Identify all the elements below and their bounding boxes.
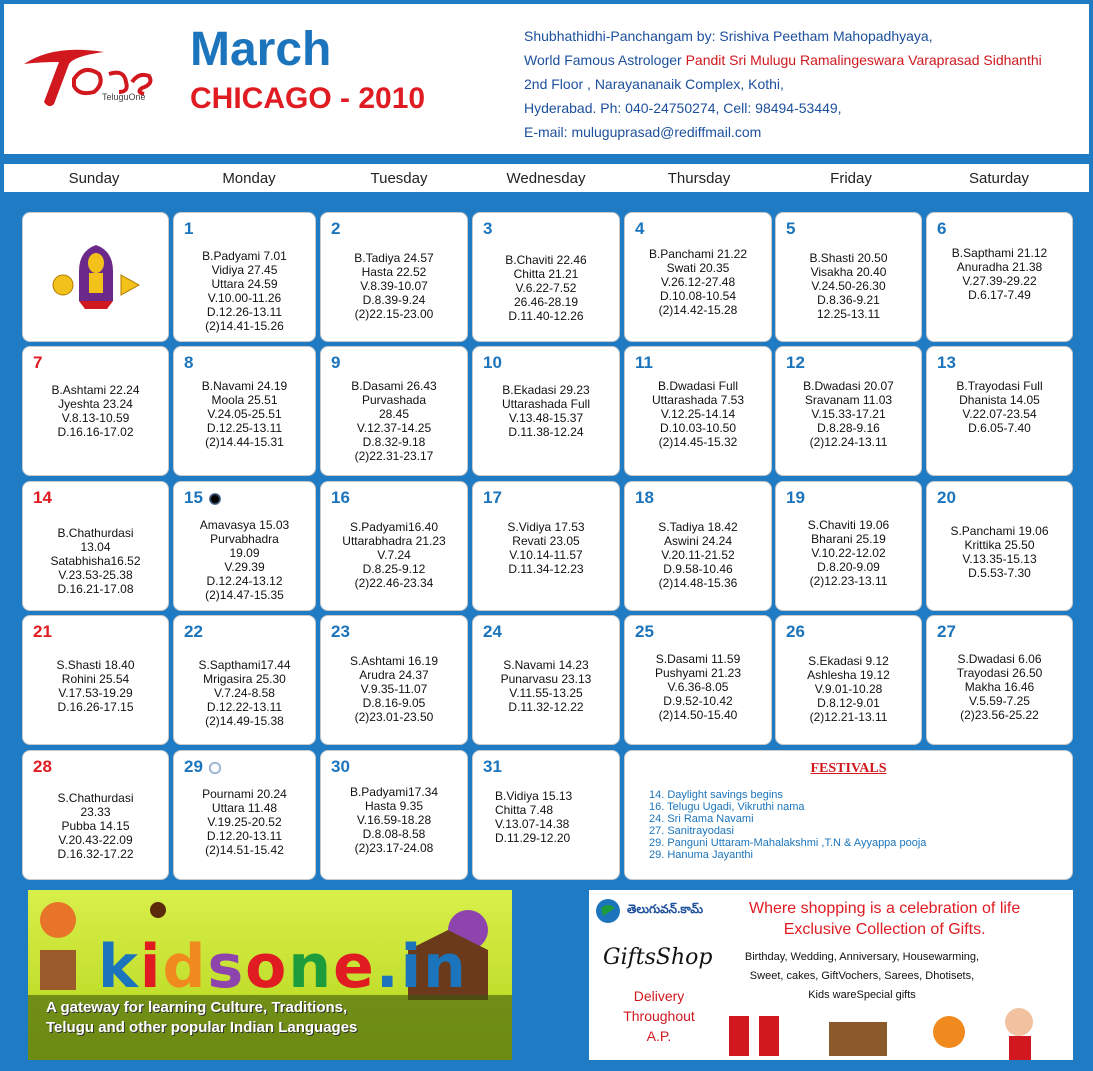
- day-number: 29: [184, 757, 221, 777]
- day-number: 6: [937, 219, 947, 238]
- day-panchangam: S.Shasti 18.40 Rohini 25.54 V.17.53-19.29 D.16.26-17.15: [56, 658, 135, 714]
- day-cell-4[interactable]: [624, 212, 772, 342]
- day-cell-17[interactable]: [472, 481, 620, 611]
- day-number: 11: [635, 353, 653, 372]
- day-cell-7[interactable]: [22, 346, 169, 476]
- day-panchangam: S.Padyami16.40 Uttarabhadra 21.23 V.7.24 D.8.25-9.12 (2)22.46-23.34: [342, 520, 446, 590]
- kidsone-tagline: A gateway for learning Culture, Traditions, Telugu and other popular Indian Languages: [46, 999, 358, 1036]
- delivery-text: Delivery Throughout A.P.: [623, 988, 695, 1044]
- festival-item: 29. Hanuma Jayanthi: [649, 849, 753, 861]
- day-number: 15: [184, 488, 221, 508]
- day-cell-21[interactable]: [22, 615, 169, 745]
- day-cell-19[interactable]: [775, 481, 922, 611]
- day-cell-28[interactable]: [22, 750, 169, 880]
- venkateswara-icon: [49, 241, 144, 311]
- day-panchangam: S.Chaviti 19.06 Bharani 25.19 V.10.22-12.02 D.8.20-9.09 (2)12.23-13.11: [807, 518, 890, 588]
- day-panchangam: B.Padyami 7.01 Vidiya 27.45 Uttara 24.59 V.10.00-11.26 D.12.26-13.11 (2)14.41-15.26: [202, 249, 287, 333]
- festival-item: 16. Telugu Ugadi, Vikruthi nama: [649, 801, 805, 813]
- day-cell-10[interactable]: [472, 346, 620, 476]
- day-cell-25[interactable]: [624, 615, 772, 745]
- day-number: 7: [33, 353, 43, 372]
- day-panchangam: S.Chathurdasi 23.33 Pubba 14.15 V.20.43-22.09 D.16.32-17.22: [57, 791, 134, 861]
- day-panchangam: B.Shasti 20.50 Visakha 20.40 V.24.50-26.30 D.8.36-9.21 12.25-13.11: [809, 251, 888, 321]
- info-line: Hyderabad. Ph: 040-24750274, Cell: 98494-53449,: [524, 100, 842, 116]
- day-panchangam: B.Ekadasi 29.23 Uttarashada Full V.13.48-15.37 D.11.38-12.24: [501, 383, 591, 439]
- day-panchangam: S.Vidiya 17.53 Revati 23.05 V.10.14-11.57 D.11.34-12.23: [507, 520, 585, 576]
- day-cell-31[interactable]: [472, 750, 620, 880]
- day-number: 18: [635, 488, 654, 507]
- day-number: 23: [331, 622, 350, 641]
- day-number: 17: [483, 488, 502, 507]
- day-cell-16[interactable]: [320, 481, 468, 611]
- festivals-list: [649, 789, 926, 861]
- day-panchangam: Pournami 20.24 Uttara 11.48 V.19.25-20.52 D.12.20-13.11 (2)14.51-15.42: [202, 787, 287, 857]
- deity-cell: [22, 212, 169, 342]
- day-panchangam: S.Ashtami 16.19 Arudra 24.37 V.9.35-11.07 D.8.16-9.05 (2)23.01-23.50: [349, 654, 439, 724]
- day-cell-26[interactable]: [775, 615, 922, 745]
- day-cell-23[interactable]: [320, 615, 468, 745]
- day-cell-22[interactable]: [173, 615, 316, 745]
- day-number: 25: [635, 622, 654, 641]
- day-panchangam: B.Dwadasi 20.07 Sravanam 11.03 V.15.33-17.21 D.8.28-9.16 (2)12.24-13.11: [803, 379, 894, 449]
- day-number: 5: [786, 219, 796, 238]
- day-panchangam: B.Padyami17.34 Hasta 9.35 V.16.59-18.28 D.8.08-8.58 (2)23.17-24.08: [349, 785, 439, 855]
- day-number: 28: [33, 757, 52, 776]
- day-panchangam: S.Ekadasi 9.12 Ashlesha 19.12 V.9.01-10.28 D.8.12-9.01 (2)12.21-13.11: [807, 654, 890, 724]
- weekday-friday: Friday: [830, 170, 872, 187]
- day-number: 10: [483, 353, 502, 372]
- day-panchangam: B.Chathurdasi 13.04 Satabhisha16.52 V.23.53-25.38 D.16.21-17.08: [50, 526, 141, 596]
- day-panchangam: B.Trayodasi Full Dhanista 14.05 V.22.07-23.54 D.6.05-7.40: [956, 379, 1043, 435]
- gift-categories: Birthday, Wedding, Anniversary, Housewarming, Sweet, cakes, GiftVochers, Sarees, Dhotisets, Kids wareSpecial gifts: [744, 951, 980, 1001]
- day-number: 4: [635, 219, 645, 238]
- day-panchangam: S.Navami 14.23 Punarvasu 23.13 V.11.55-13.25 D.11.32-12.22: [500, 658, 592, 714]
- day-number: 20: [937, 488, 956, 507]
- day-cell-13[interactable]: [926, 346, 1073, 476]
- info-line: World Famous Astrologer Pandit Sri Mulugu Ramalingeswara Varaprasad Sidhanthi: [524, 52, 1042, 68]
- day-cell-30[interactable]: [320, 750, 468, 880]
- day-cell-27[interactable]: [926, 615, 1073, 745]
- month-title: March: [190, 23, 332, 76]
- day-number: 3: [483, 219, 493, 238]
- day-panchangam: B.Navami 24.19 Moola 25.51 V.24.05-25.51 D.12.25-13.11 (2)14.44-15.31: [201, 379, 288, 449]
- day-cell-15[interactable]: [173, 481, 316, 611]
- festival-item: 24. Sri Rama Navami: [649, 813, 754, 825]
- info-line: 2nd Floor , Narayananaik Complex, Kothi,: [524, 76, 784, 92]
- day-panchangam: B.Sapthami 21.12 Anuradha 21.38 V.27.39-29.22 D.6.17-7.49: [951, 246, 1048, 302]
- day-number: 16: [331, 488, 350, 507]
- day-cell-29[interactable]: [173, 750, 316, 880]
- day-number: 21: [33, 622, 52, 641]
- day-cell-6[interactable]: [926, 212, 1073, 342]
- gifts-shop-banner[interactable]: [589, 890, 1073, 1060]
- day-number: 19: [786, 488, 805, 507]
- day-panchangam: B.Tadiya 24.57 Hasta 22.52 V.8.39-10.07 D.8.39-9.24 (2)22.15-23.00: [354, 251, 434, 321]
- day-number: 9: [331, 353, 341, 372]
- logo-subtitle: TeluguOne: [102, 92, 146, 102]
- day-number: 12: [786, 353, 805, 372]
- day-number: 26: [786, 622, 805, 641]
- festival-item: 27. Sanitrayodasi: [649, 825, 734, 837]
- day-number: 1: [184, 219, 194, 238]
- day-panchangam: B.Dwadasi Full Uttarashada 7.53 V.12.25-14.14 D.10.03-10.50 (2)14.45-15.32: [651, 379, 745, 449]
- kidsone-banner[interactable]: [28, 890, 512, 1060]
- weekday-wednesday: Wednesday: [506, 170, 586, 187]
- day-panchangam: B.Vidiya 15.13 Chitta 7.48 V.13.07-14.38 D.11.29-12.20: [495, 789, 573, 845]
- weekday-tuesday: Tuesday: [370, 170, 428, 187]
- day-cell-14[interactable]: [22, 481, 169, 611]
- day-number: 22: [184, 622, 203, 641]
- day-cell-8[interactable]: [173, 346, 316, 476]
- festivals-title: FESTIVALS: [810, 761, 887, 776]
- festival-item: 14. Daylight savings begins: [649, 789, 783, 801]
- day-cell-5[interactable]: [775, 212, 922, 342]
- day-cell-3[interactable]: [472, 212, 620, 342]
- new-moon-icon: [209, 493, 221, 505]
- day-panchangam: B.Chaviti 22.46 Chitta 21.21 V.6.22-7.52 26.46-28.19 D.11.40-12.26: [505, 253, 587, 323]
- full-moon-icon: [209, 762, 221, 774]
- day-cell-18[interactable]: [624, 481, 772, 611]
- day-panchangam: S.Dasami 11.59 Pushyami 21.23 V.6.36-8.05 D.9.52-10.42 (2)14.50-15.40: [654, 652, 742, 722]
- gift-images: [719, 1002, 1069, 1060]
- day-number: 8: [184, 353, 194, 372]
- day-number: 13: [937, 353, 956, 372]
- day-panchangam: Amavasya 15.03 Purvabhadra 19.09 V.29.39 D.12.24-13.12 (2)14.47-15.35: [199, 518, 290, 602]
- gifts-shop-title: GiftsShop: [603, 945, 713, 970]
- weekday-thursday: Thursday: [667, 170, 731, 187]
- kidsone-brand: kidsone.in: [98, 932, 468, 1002]
- info-line: Shubhathidhi-Panchangam by: Srishiva Peetham Mahopadhyaya,: [524, 28, 933, 44]
- day-cell-1[interactable]: [173, 212, 316, 342]
- day-cell-12[interactable]: [775, 346, 922, 476]
- day-cell-2[interactable]: [320, 212, 468, 342]
- day-panchangam: S.Panchami 19.06 Krittika 25.50 V.13.35-15.13 D.5.53-7.30: [950, 524, 1049, 580]
- day-number: 30: [331, 757, 350, 776]
- day-panchangam: S.Tadiya 18.42 Aswini 24.24 V.20.11-21.52 D.9.58-10.46 (2)14.48-15.36: [658, 520, 738, 590]
- globe-icon: [595, 898, 621, 924]
- day-cell-9[interactable]: [320, 346, 468, 476]
- day-number: 2: [331, 219, 341, 238]
- weekday-sunday: Sunday: [68, 170, 120, 187]
- day-number: 31: [483, 757, 502, 776]
- weekday-header: [4, 164, 1089, 192]
- day-number: 27: [937, 622, 956, 641]
- calendar-header: [4, 4, 1089, 154]
- astrologer-info: [524, 24, 1042, 144]
- teluguone-logo[interactable]: [14, 34, 174, 114]
- day-panchangam: B.Dasami 26.43 Purvashada 28.45 V.12.37-14.25 D.8.32-9.18 (2)22.31-23.17: [351, 379, 437, 463]
- day-panchangam: S.Dwadasi 6.06 Trayodasi 26.50 Makha 16.46 V.5.59-7.25 (2)23.56-25.22: [956, 652, 1043, 722]
- gifts-headline: Where shopping is a celebration of life Exclusive Collection of Gifts.: [749, 900, 1021, 938]
- weekday-monday: Monday: [222, 170, 276, 187]
- day-panchangam: B.Ashtami 22.24 Jyeshta 23.24 V.8.13-10.59 D.16.16-17.02: [51, 383, 140, 439]
- astrologer-name: Pandit Sri Mulugu Ramalingeswara Varaprasad Sidhanthi: [685, 52, 1042, 68]
- day-cell-24[interactable]: [472, 615, 620, 745]
- teluguone-shop-logo: తెలుగువన్.కామ్: [595, 898, 725, 928]
- day-number: 24: [483, 622, 502, 641]
- day-cell-20[interactable]: [926, 481, 1073, 611]
- day-cell-11[interactable]: [624, 346, 772, 476]
- day-number: 14: [33, 488, 52, 507]
- festivals-panel: [624, 750, 1073, 880]
- day-panchangam: S.Sapthami17.44 Mrigasira 25.30 V.7.24-8.58 D.12.22-13.11 (2)14.49-15.38: [198, 658, 291, 728]
- city-year-title: CHICAGO - 2010: [190, 82, 426, 115]
- day-panchangam: B.Panchami 21.22 Swati 20.35 V.26.12-27.48 D.10.08-10.54 (2)14.42-15.28: [648, 247, 748, 317]
- email-line[interactable]: E-mail: muluguprasad@rediffmail.com: [524, 124, 762, 140]
- festival-item: 29. Panguni Uttaram-Mahalakshmi ,T.N & Ayyappa pooja: [649, 837, 927, 849]
- weekday-saturday: Saturday: [968, 170, 1030, 187]
